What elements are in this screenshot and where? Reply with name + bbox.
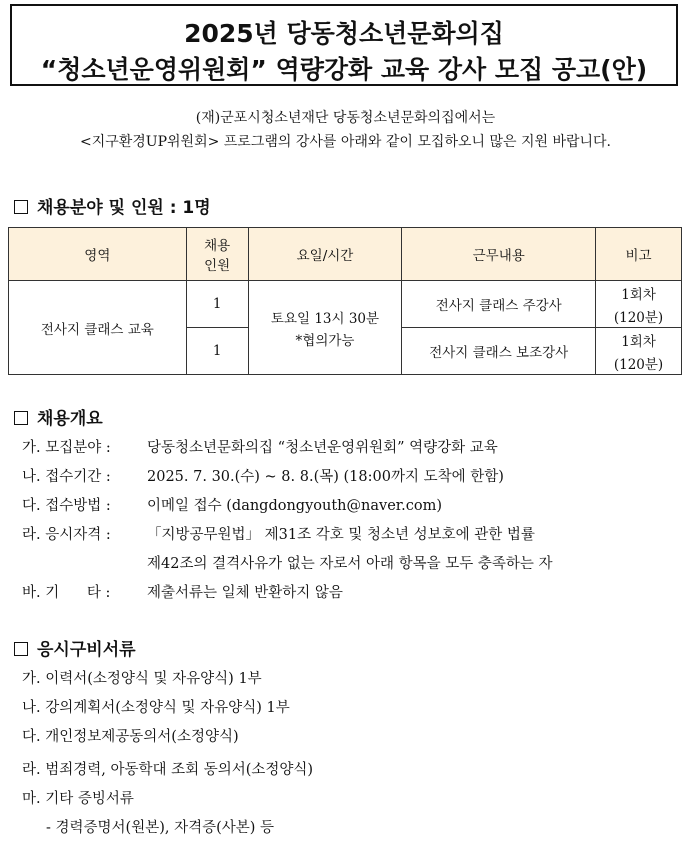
list-item-value: 제출서류는 일체 반환하지 않음 xyxy=(147,585,343,601)
cell-count: 1 xyxy=(186,281,248,328)
title-line-2: “청소년운영위원회” 역량강화 교육 강사 모집 공고(안) xyxy=(40,55,648,84)
intro-line-2: <지구환경UP위원회> 프로그램의 강사를 아래와 같이 모집하오니 많은 지원 바랍니다. xyxy=(79,134,612,150)
checkbox-square-icon xyxy=(14,642,28,656)
list-item: 가. 모집분야 : xyxy=(22,440,111,456)
list-item: 라. 응시자격 : xyxy=(22,527,111,543)
cell-duty: 전사지 클래스 보조강사 xyxy=(402,328,596,375)
table-row xyxy=(9,281,682,328)
section-required-docs: 응시구비서류 xyxy=(14,635,136,660)
header-note: 비고 xyxy=(596,228,682,281)
intro-line-1: (재)군포시청소년재단 당동청소년문화의집에서는 xyxy=(195,110,496,126)
cell-note: 1회차 (120분) xyxy=(596,281,682,328)
list-item-value: 이메일 접수 (dangdongyouth@naver.com) xyxy=(147,498,442,514)
checkbox-square-icon xyxy=(14,411,28,425)
list-item-value: 제42조의 결격사유가 없는 자로서 아래 항목을 모두 충족하는 자 xyxy=(147,556,553,572)
table-header-row xyxy=(9,228,682,281)
title-line-1: 2025년 당동청소년문화의집 xyxy=(184,19,504,48)
list-item: 바. 기 타 : xyxy=(22,585,111,601)
header-duty: 근무내용 xyxy=(402,228,596,281)
recruit-table xyxy=(8,227,682,375)
list-item-value: 2025. 7. 30.(수) ~ 8. 8.(목) (18:00까지 도착에 한함) xyxy=(147,469,504,485)
list-item: 가. 이력서(소정양식 및 자유양식) 1부 xyxy=(22,671,262,687)
header-count: 채용 인원 xyxy=(186,228,248,281)
checkbox-square-icon xyxy=(14,200,28,214)
section-overview: 채용개요 xyxy=(14,404,103,429)
section-recruit-field: 채용분야 및 인원 : 1명 xyxy=(14,193,211,218)
header-schedule: 요일/시간 xyxy=(248,228,402,281)
list-item-value: 「지방공무원법」 제31조 각호 및 청소년 성보호에 관한 법률 xyxy=(147,527,535,543)
header-area: 영역 xyxy=(9,228,187,281)
list-item: 다. 개인정보제공동의서(소정양식) xyxy=(22,729,239,745)
list-item-value: 당동청소년문화의집 “청소년운영위원회” 역량강화 교육 xyxy=(147,440,498,456)
list-item: 마. 기타 증빙서류 xyxy=(22,791,134,807)
cell-note: 1회차 (120분) xyxy=(596,328,682,375)
list-item: 나. 접수기간 : xyxy=(22,469,111,485)
cell-duty: 전사지 클래스 주강사 xyxy=(402,281,596,328)
list-item: 다. 접수방법 : xyxy=(22,498,111,514)
list-item: 나. 강의계획서(소정양식 및 자유양식) 1부 xyxy=(22,700,290,716)
cell-schedule: 토요일 13시 30분 *협의가능 xyxy=(248,281,402,375)
cell-count: 1 xyxy=(186,328,248,375)
list-sub-item: - 경력증명서(원본), 자격증(사본) 등 xyxy=(46,820,275,836)
cell-area: 전사지 클래스 교육 xyxy=(9,281,187,375)
title-box xyxy=(10,4,678,86)
list-item: 라. 범죄경력, 아동학대 조회 동의서(소정양식) xyxy=(22,762,314,778)
